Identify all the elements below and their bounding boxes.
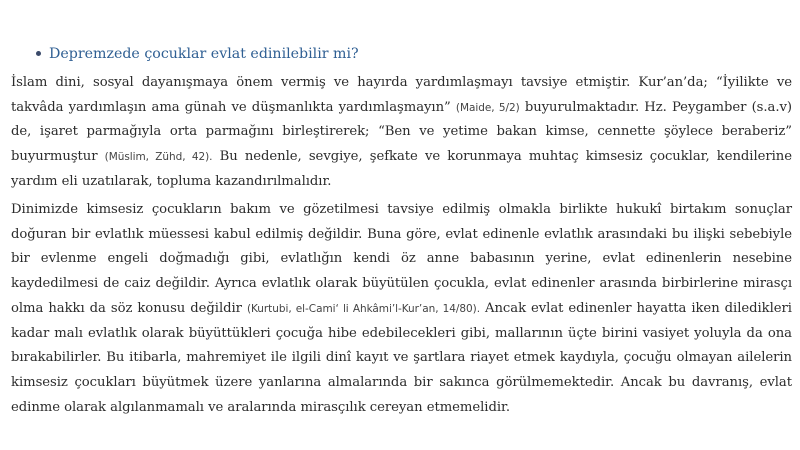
bullet-icon: [36, 51, 41, 56]
p1-reference-1: (Maide, 5/2): [455, 101, 520, 114]
p2-reference-1: (Kurtubi, el-Cami‘ li Ahkâmi’l-Kur’an, 14/80).: [246, 302, 480, 315]
related-link[interactable]: Depremzede çocuklar evlat edinilebilir mi?: [49, 46, 359, 62]
p2-text-2: Ancak evlat edinenler hayatta iken diledikleri kadar malı evlatlık olarak büyüttükleri çocuğa hibe edebilecekleri gibi, mallarının üçte birini vasiyet yoluyla da ona bırakabilirler. Bu itibarla, mahremiyet ile ilgili dinî kayıt ve şartlara riayet etmek kaydıyla, çocuğu olmayan ailelerin kimsesiz çocukları büyütmek üzere yanlarına almalarında bir sakınca görülmemektedir. Ancak bu davranış, evlat edinme olarak algılanmamalı ve aralarında mirasçılık cereyan etmemelidir.: [11, 300, 792, 415]
p1-text-3: Bu nedenle, sevgiye, şefkate ve korunmaya muhtaç kimsesiz çocuklar, kendilerine yardım eli uzatılarak, topluma kazandırılmalıdır.: [11, 149, 792, 189]
p1-reference-2: (Müslim, Zühd, 42).: [104, 151, 213, 164]
p1-text-2: buyurulmaktadır. Hz. Peygamber (s.a.v) de, işaret parmağıyla orta parmağını birleştirerek; “Ben ve yetime bakan kimse, cennette şöylece beraberiz” buyurmuştur: [11, 99, 792, 165]
related-links-list: [36, 44, 359, 64]
paragraph-2: [11, 198, 792, 420]
paragraph-1: [11, 71, 792, 195]
p1-text-1: İslam dini, sosyal dayanışmaya önem vermiş ve hayırda yardımlaşmayı tavsiye etmiştir. Kur’an’da; “İyilikte ve takvâda yardımlaşın ama günah ve düşmanlıkta yardımlaşmayın”: [11, 75, 792, 115]
related-link-item: [36, 44, 359, 64]
p2-text-1: Dinimizde kimsesiz çocukların bakım ve gözetilmesi tavsiye edilmiş olmakla birlikte hukukî birtakım sonuçlar doğuran bir evlatlık müessesi kabul edilmiş değildir. Buna göre, evlat edinenle evlatlık arasındaki bu ilişki sebebiyle bir evlenme engeli doğmadığı gibi, evlatlığın kendi öz anne babasının yerine, evlat edinenlerin nesebine kaydedilmesi de caiz değildir. Ayrıca evlatlık olarak büyütülen çocukla, evlat edinenler arasında birbirlerine mirasçı olma hakkı da söz konusu değildir: [11, 202, 792, 316]
